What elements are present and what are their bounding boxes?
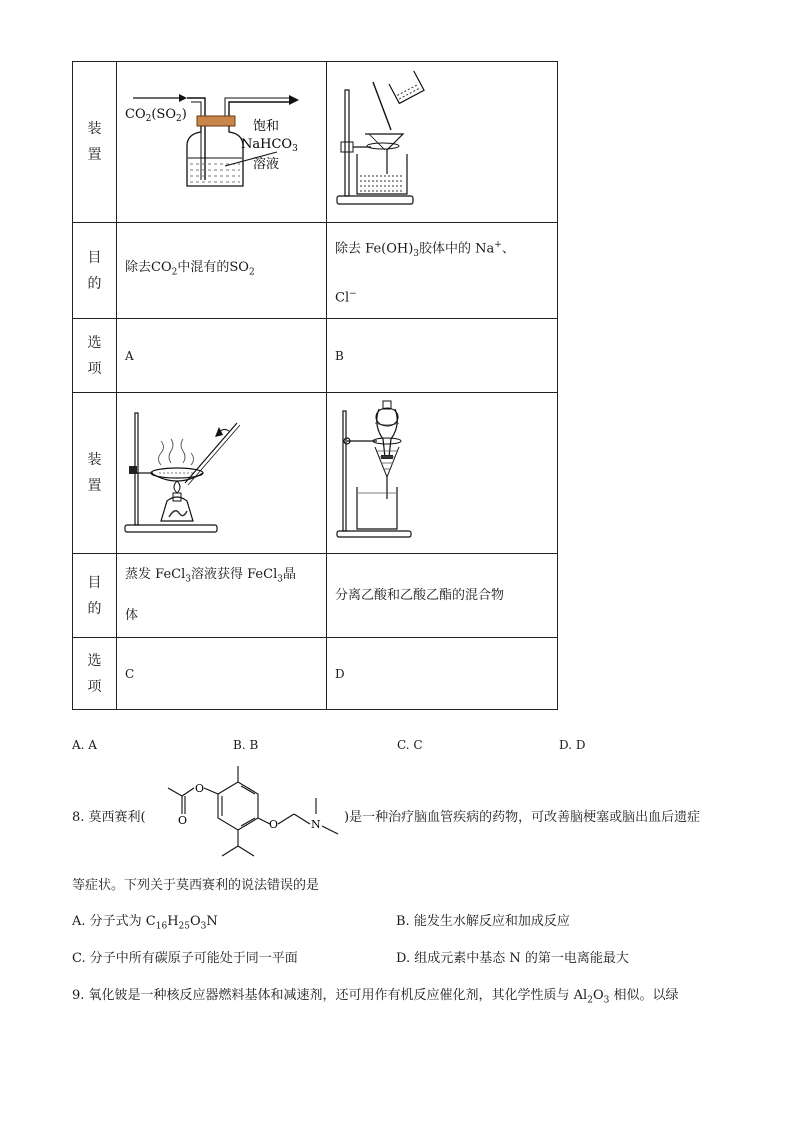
option-b: B: [335, 348, 344, 363]
row-label-option: 选 项: [87, 334, 102, 377]
apparatus-b-cell: [327, 62, 558, 223]
glass-rod: [185, 423, 237, 483]
option-d: D: [335, 666, 345, 681]
glass-rod: [373, 82, 391, 130]
filtration-diagram: [327, 62, 557, 218]
stir-arrow-icon: [215, 427, 223, 437]
solution-label-2: NaHCO: [241, 137, 293, 152]
apparatus-a-cell: [117, 62, 327, 223]
table-row: [73, 62, 558, 223]
row-label-apparatus: 装 置: [87, 121, 102, 163]
question-8-stem: )是一种治疗脑血管疾病的药物，可改善脑梗塞或脑出血后遗症: [344, 810, 701, 825]
gas-label: CO: [125, 107, 146, 122]
funnel: [365, 134, 403, 174]
experiment-table: [72, 61, 558, 710]
svg-text:O: O: [178, 814, 188, 827]
purpose-a: 除去$CO_2$中混有的$SO_2$: [125, 260, 255, 278]
gas-washing-bottle-diagram: [117, 62, 326, 218]
table-row: [73, 638, 558, 710]
inlet-arrow-icon: [179, 94, 187, 102]
liquid: [190, 164, 240, 182]
purpose-d: 分离乙酸和乙酸乙酯的混合物: [335, 587, 505, 603]
svg-text:NaHCO3: NaHCO$_3$: [241, 137, 298, 154]
solution-label-1: 饱和: [253, 119, 280, 134]
option-c: C: [125, 666, 135, 681]
purpose-b: 除去 $Fe(OH)_3$胶体中的 Na+、 Cl−: [335, 240, 515, 306]
question-8-line1: 8. 莫西赛利(: [72, 810, 146, 825]
apparatus-d-cell: [327, 393, 558, 554]
question-9: 9. 氧化铍是一种核反应器燃料基体和减速剂，还可用作有机反应催化剂，其化学性质与 $Al_2O_3$ 相似。以绿: [72, 988, 679, 1006]
table-row: [73, 319, 558, 393]
solution-label-3: 溶液: [253, 157, 280, 172]
outlet-arrow-icon: [289, 95, 299, 105]
answer-c[interactable]: C. C: [397, 738, 423, 752]
q8-option-d[interactable]: D. 组成元素中基态 N 的第一电离能最大: [396, 951, 629, 966]
q8-option-b[interactable]: B. 能发生水解反应和加成反应: [396, 914, 570, 929]
question-8-line2: 等症状。下列关于莫西赛利的说法错误的是: [72, 878, 320, 893]
benzene-ring: [218, 782, 258, 830]
separatory-funnel: [377, 409, 398, 457]
beaker: [357, 154, 407, 194]
moxisylyte-structure-diagram: [148, 758, 344, 870]
svg-text:O: O: [195, 782, 205, 795]
bottle: [187, 126, 243, 186]
row-label-option: 选 项: [87, 652, 102, 695]
separatory-funnel-diagram: [327, 393, 557, 549]
purpose-c: 蒸发 FeCl$_3$溶液获得 FeCl$_3$晶 体: [125, 567, 296, 624]
pouring-beaker: [389, 71, 424, 104]
q8-option-a[interactable]: A. 分子式为 $C_{16}H_{25}O_3N$: [72, 914, 218, 932]
table-row: [73, 554, 558, 638]
answer-b[interactable]: B. B: [233, 738, 259, 752]
row-label-purpose: 目 的: [87, 574, 102, 617]
stopper: [197, 116, 235, 126]
table-row: [73, 393, 558, 554]
apparatus-c-cell: [117, 393, 327, 554]
row-label-apparatus: 装 置: [87, 452, 102, 495]
answer-d[interactable]: D. D: [559, 738, 586, 752]
answer-a[interactable]: A. A: [72, 738, 97, 752]
table-row: [73, 223, 558, 319]
evaporation-diagram: [117, 393, 326, 549]
svg-text:N: N: [311, 818, 321, 831]
row-label-purpose: 目 的: [87, 249, 102, 292]
steam: [159, 439, 194, 465]
svg-text:CO2(SO2): $CO_2(SO_2)$: [125, 107, 187, 124]
svg-text:O: O: [269, 818, 279, 831]
option-a: A: [125, 348, 134, 363]
q8-option-c[interactable]: C. 分子中所有碳原子可能处于同一平面: [72, 951, 298, 966]
